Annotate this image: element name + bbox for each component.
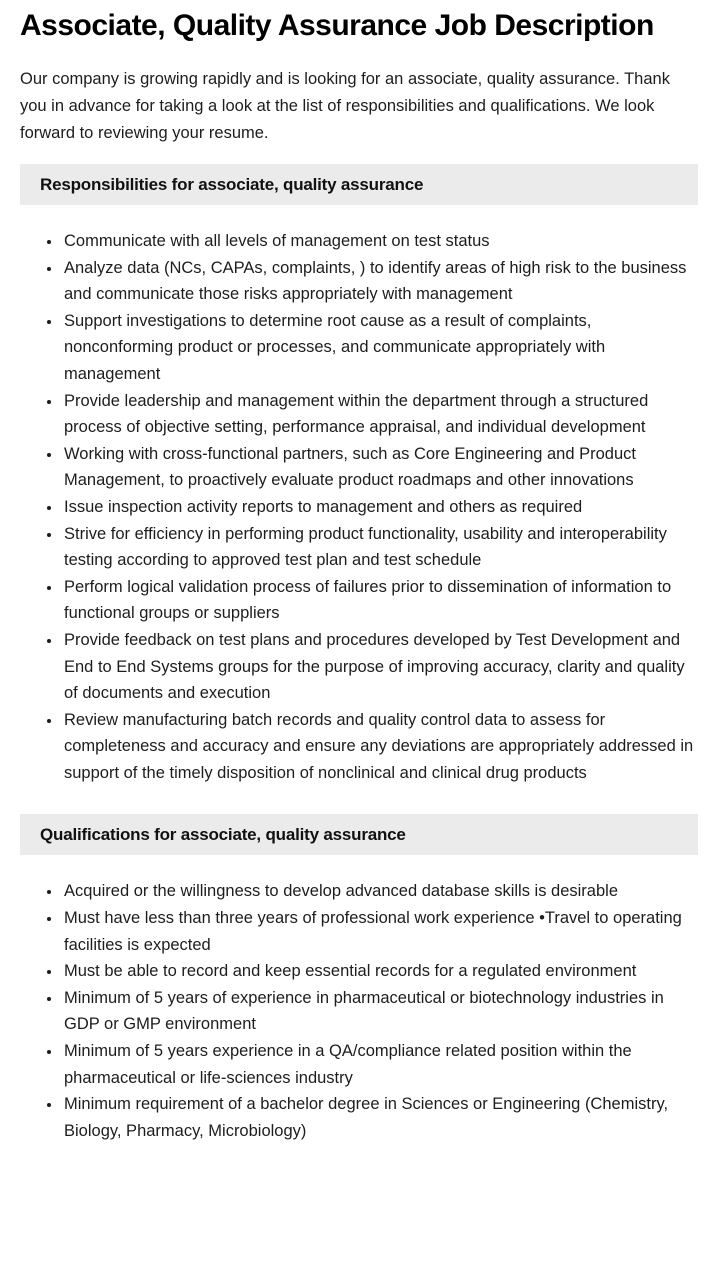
list-item: • Provide feedback on test plans and procedures developed by Test Development and End to End Systems groups for the purpose of improving accuracy, clarity and quality of documents and execution	[62, 627, 700, 707]
section-header-bar	[20, 164, 698, 205]
list-item: • Minimum of 5 years of experience in pharmaceutical or biotechnology industries in GDP or GMP environment	[62, 985, 700, 1038]
list-item: • Perform logical validation process of failures prior to dissemination of information to functional groups or suppliers	[62, 574, 700, 627]
intro-paragraph: Our company is growing rapidly and is looking for an associate, quality assurance. Thank you in advance for taking a look at the list of responsibilities and qualifications. We look forward to reviewing your resume.	[20, 70, 670, 142]
list-item: • Strive for efficiency in performing product functionality, usability and interoperability testing according to approved test plan and test schedule	[62, 521, 700, 574]
section-heading: Qualifications for associate, quality assurance	[40, 824, 406, 844]
section-heading: Responsibilities for associate, quality assurance	[40, 174, 424, 194]
list-item: • Working with cross-functional partners, such as Core Engineering and Product Management, to proactively evaluate product roadmaps and other innovations	[62, 441, 700, 494]
list-item: • Communicate with all levels of management on test status	[62, 228, 700, 255]
list-item: • Analyze data (NCs, CAPAs, complaints, ) to identify areas of high risk to the business and communicate those risks appropriately with management	[62, 255, 700, 308]
list-item: • Minimum of 5 years experience in a QA/compliance related position within the pharmaceutical or life-sciences industry	[62, 1038, 700, 1091]
page-title: Associate, Quality Assurance Job Description	[20, 9, 654, 42]
section-qualifications	[20, 814, 700, 1144]
section-header-bar	[20, 814, 698, 855]
responsibilities-list	[20, 228, 700, 786]
list-item: • Issue inspection activity reports to management and others as required	[62, 494, 700, 521]
list-item: • Must have less than three years of professional work experience •Travel to operating facilities is expected	[62, 905, 700, 958]
list-item: • Review manufacturing batch records and quality control data to assess for completeness and accuracy and ensure any deviations are appropriately addressed in support of the timely disposition of nonclinical and clinical drug products	[62, 707, 700, 787]
list-item: • Acquired or the willingness to develop advanced database skills is desirable	[62, 878, 700, 905]
qualifications-list	[20, 878, 700, 1144]
list-item: • Minimum requirement of a bachelor degree in Sciences or Engineering (Chemistry, Biology, Pharmacy, Microbiology)	[62, 1091, 700, 1144]
list-item: • Provide leadership and management within the department through a structured process of objective setting, performance appraisal, and individual development	[62, 388, 700, 441]
list-item: • Must be able to record and keep essential records for a regulated environment	[62, 958, 700, 985]
list-item: • Support investigations to determine root cause as a result of complaints, nonconforming product or processes, and communicate appropriately with management	[62, 308, 700, 388]
section-responsibilities	[20, 164, 700, 786]
